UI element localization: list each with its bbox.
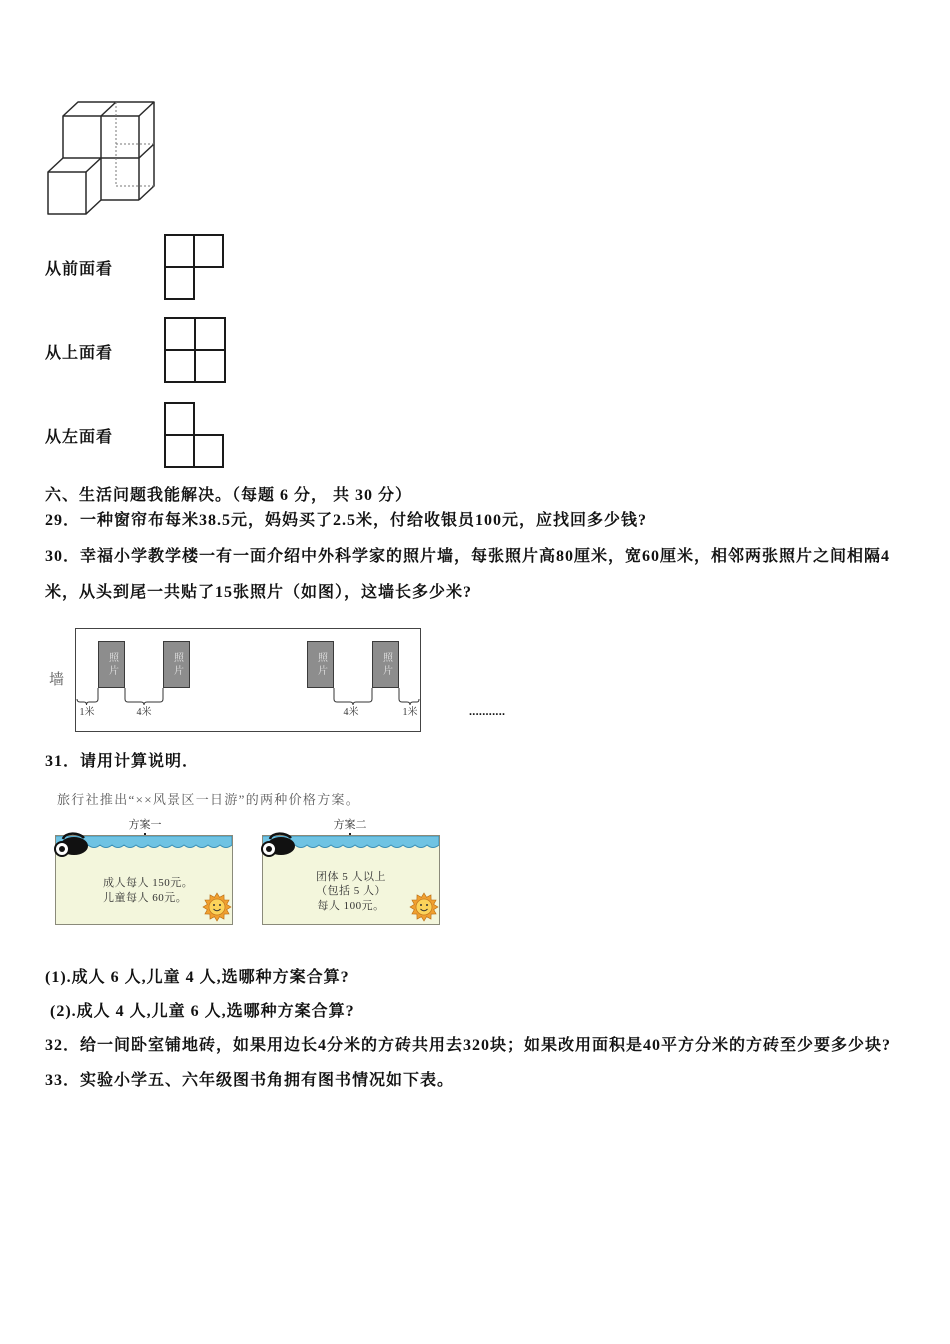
gap-brace [125, 699, 163, 705]
plan-1-name: 方案一 [128, 819, 162, 831]
cube-edge [48, 172, 86, 214]
left-view-label: 从左面看 [45, 429, 114, 446]
cube-edge [101, 102, 116, 116]
question-31-part-1: (1).成人 6 人,儿童 4 人,选哪种方案合算? [45, 969, 350, 986]
plan-2-card [262, 835, 440, 925]
plan-1-line: 成人每人 150元。 [103, 877, 194, 889]
sun-icon [202, 892, 232, 922]
question-33: 33．实验小学五、六年级图书角拥有图书情况如下表。 [45, 1072, 455, 1089]
question-31: 31．请用计算说明． [45, 753, 200, 770]
photo-box [372, 641, 399, 688]
cube-edge [48, 158, 101, 172]
cube-stack-figure [44, 98, 160, 220]
gap-label-right-edge: 1米 [402, 707, 418, 718]
gap-label-between-photos: 4米 [343, 707, 359, 718]
view-cell [164, 349, 196, 383]
travel-caption: 旅行社推出“××风景区一日游”的两种价格方案。 [57, 792, 361, 807]
view-cell [193, 234, 224, 268]
view-cell [194, 317, 226, 351]
view-cell [164, 266, 195, 300]
gap-label-left-edge: 1米 [79, 707, 95, 718]
gap-brace [399, 699, 419, 705]
view-cell [164, 402, 195, 436]
plan-1-line: 儿童每人 60元。 [103, 892, 188, 904]
cube-edge [139, 144, 154, 158]
view-cell [193, 434, 224, 468]
plan-2-line: 每人 100元。 [317, 900, 385, 912]
section-title: 六、生活问题我能解决。（每题 6 分， 共 30 分） [45, 487, 413, 504]
continuation-ellipsis: ........... [469, 704, 506, 718]
plan-1-card [55, 835, 233, 925]
photo-label: 照片 [171, 651, 183, 678]
photo-box [98, 641, 125, 688]
plan-2-name: 方案二 [333, 819, 367, 831]
view-cell [164, 434, 195, 468]
top-view-label: 从上面看 [45, 345, 114, 362]
photo-box [307, 641, 334, 688]
question-30-line-1: 30．幸福小学教学楼一有一面介绍中外科学家的照片墙，每张照片高80厘米，宽60厘米，相邻两张照片之间相隔4 [45, 548, 891, 565]
plan-2-line: 团体 5 人以上 [316, 871, 386, 883]
gap-brace [334, 699, 372, 705]
question-31-part-2: (2).成人 4 人,儿童 6 人,选哪种方案合算? [45, 1003, 355, 1020]
front-view-label: 从前面看 [45, 261, 114, 278]
question-32: 32．给一间卧室铺地砖，如果用边长4分米的方砖共用去320块；如果改用面积是40平方分米的方砖至少要多少块? [45, 1037, 892, 1054]
wall-label: 墙 [49, 672, 65, 688]
photo-label: 照片 [315, 651, 327, 678]
plan-2-line: （包括 5 人） [316, 885, 386, 897]
photo-box [163, 641, 190, 688]
view-cell [194, 349, 226, 383]
gap-brace [77, 699, 98, 705]
view-cell [164, 317, 196, 351]
photo-label: 照片 [106, 651, 118, 678]
guide-tick [98, 688, 399, 699]
photo-label: 照片 [380, 651, 392, 678]
view-cell [164, 234, 195, 268]
gap-label-between-photos: 4米 [136, 707, 152, 718]
gap-braces [75, 686, 422, 706]
cube-edge [101, 116, 139, 158]
camera-icon [260, 831, 296, 859]
cube-edge [86, 158, 101, 214]
question-30-line-2: 米，从头到尾一共贴了15张照片（如图），这墙长多少米? [45, 584, 473, 601]
wall-diagram-frame [75, 628, 421, 732]
sun-icon [409, 892, 439, 922]
camera-icon [53, 831, 89, 859]
question-29: 29．一种窗帘布每米38.5元，妈妈买了2.5米，付给收银员100元，应找回多少钱? [45, 512, 648, 529]
